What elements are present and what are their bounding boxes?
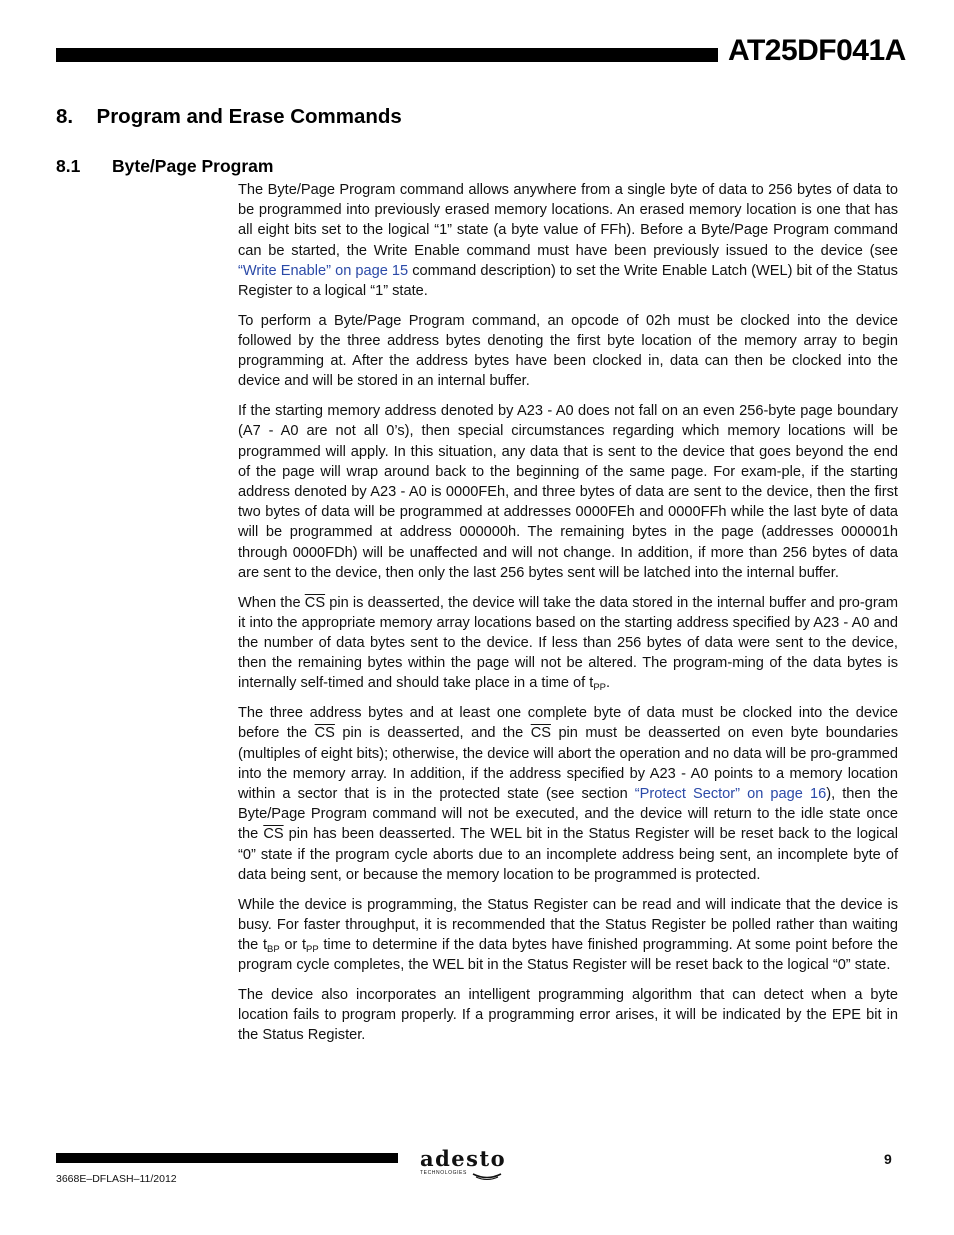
subscript: BP xyxy=(267,944,280,956)
logo-swoosh-icon xyxy=(472,1172,502,1180)
protect-sector-link[interactable]: “Protect Sector” on page 16 xyxy=(634,786,827,803)
document-number: 3668E–DFLASH–11/2012 xyxy=(56,1173,177,1185)
paragraph-6 xyxy=(238,895,898,976)
paragraph-1 xyxy=(238,180,898,301)
logo-tagline: TECHNOLOGIES xyxy=(420,1170,467,1176)
text-run: When the xyxy=(238,594,305,611)
text-run: ), then the Byte/Page Program command will not be executed, and the device will return to the idle state once the xyxy=(238,786,899,843)
paragraph-4 xyxy=(238,593,898,694)
cs-signal: $\overline{CS}$ xyxy=(304,594,326,611)
text-run: command description) to set the Write Enable Latch (WEL) bit of the Status Register to a logical “1” state. xyxy=(238,262,898,300)
page-number: 9 xyxy=(884,1151,892,1167)
text-run: pin has been deasserted. The WEL bit in the Status Register will be reset back to the logical “0” state if the program cycle aborts due to an incomplete address being sent, an incomplete byte of data being sent, or because the memory location to be programmed is protected. xyxy=(238,826,898,883)
subscript: PP xyxy=(593,682,606,694)
text-run: pin is deasserted, the device will take the data stored in the internal buffer and pro-gram it into the appropriate memory array locations based on the starting address specified by A23 - A0 and the number of data bytes sent to the device. If less than 256 bytes of data were sent to the device, then the remaining bytes within the page will not be altered. The program-ming of the data bytes is internally self-timed and should take place in a time of t xyxy=(238,594,898,692)
write-enable-link[interactable]: “Write Enable” on page 15 xyxy=(238,262,409,279)
adesto-logo xyxy=(420,1146,510,1184)
text-run: While the device is programming, the Status Register can be read and will indicate that the device is busy. For faster throughput, it is recommended that the Status Register be polled rather than waiting the t xyxy=(238,896,898,954)
subsection-heading xyxy=(56,156,273,177)
paragraph-7: The device also incorporates an intelligent programming algorithm that can detect when a byte location fails to program properly. If a programming error arises, it will be indicated by the EPE bit in the Status Register. xyxy=(238,987,898,1044)
text-run: or t xyxy=(279,937,307,954)
header-rule xyxy=(56,48,718,62)
text-run: pin must be deasserted on even byte boundaries (multiples of eight bits); otherwise, the device will abort the operation and no data will be pro-grammed into the memory array. In addition, if the address specified by A23 - A0 points to a memory location within a sector that is in the protected state (see section xyxy=(238,725,898,803)
section-number: 8. xyxy=(56,105,74,128)
paragraph-5 xyxy=(238,703,898,885)
text-run: The three address bytes and at least one complete byte of data must be clocked into the device before the xyxy=(238,705,898,742)
text-run: time to determine if the data bytes have finished programming. At some point before the program cycle completes, the WEL bit in the Status Register will be reset back to the logical “0” state. xyxy=(238,937,898,974)
paragraph-2: To perform a Byte/Page Program command, an opcode of 02h must be clocked into the device followed by the three address bytes denoting the first byte location of the memory array to begin programming at. After the address bytes have been clocked in, data can then be clocked into the device and will be stored in an internal buffer. xyxy=(238,312,898,390)
text-run: The Byte/Page Program command allows anywhere from a single byte of data to 256 bytes of data to be programmed into previously erased memory locations. An erased memory location is one that has all eight bits set to the logical “1” state (a byte value of FFh). Before a Byte/Page Program command can be started, the Write Enable command must have been previously issued to the device (see xyxy=(238,182,898,259)
text-run: . xyxy=(606,675,611,692)
subsection-number: 8.1 xyxy=(56,156,81,176)
paragraph-3: If the starting memory address denoted by A23 - A0 does not fall on an even 256-byte page boundary (A7 - A0 are not all 0’s), then special circumstances regarding which memory locations will be programmed will apply. In this situation, any data that is sent to the device that goes beyond the end of the page will wrap around back to the beginning of the same page. For exam-ple, if the starting address denoted by A23 - A0 is 0000FEh, and three bytes of data are sent to the device, then the first two bytes of data will be programmed at addresses 0000FEh and 0000FFh while the last byte of data will be programmed at address 000000h. The remaining bytes in the page (addresses 000001h through 0000FDh) will be unaffected and will not change. In addition, if more than 256 bytes of data are sent to the device, then only the last 256 bytes sent will be latched into the internal buffer. xyxy=(238,403,898,581)
cs-signal: $\overline{CS}$ xyxy=(263,826,284,843)
document-title: AT25DF041A xyxy=(728,34,906,67)
cs-signal: $\overline{CS}$ xyxy=(530,725,551,742)
body-text xyxy=(238,180,898,1055)
subsection-title: Byte/Page Program xyxy=(112,156,274,176)
logo-wordmark: adesto xyxy=(420,1146,507,1171)
subscript: PP xyxy=(306,944,319,956)
section-title: Program and Erase Commands xyxy=(96,105,402,128)
section-heading xyxy=(56,105,402,129)
cs-signal: $\overline{CS}$ xyxy=(314,725,335,742)
text-run: pin is deasserted, and the xyxy=(334,725,531,742)
footer-rule xyxy=(56,1153,398,1163)
